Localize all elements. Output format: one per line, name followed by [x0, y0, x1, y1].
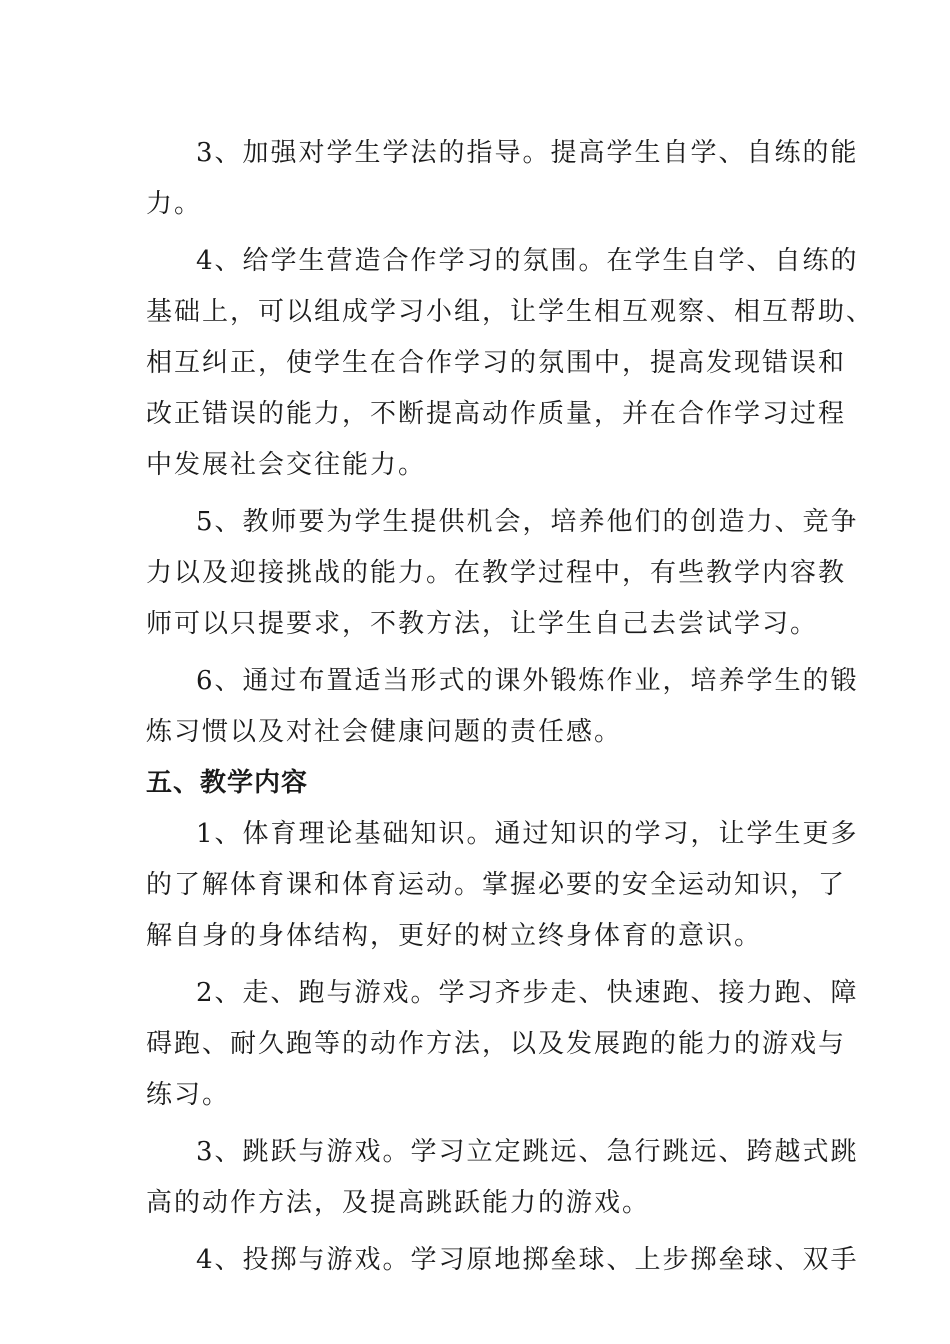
- paragraph-line: 3、加强对学生学法的指导。提高学生自学、自练的能: [196, 138, 859, 168]
- paragraph-line: 改正错误的能力，不断提高动作质量，并在合作学习过程: [146, 399, 847, 429]
- paragraph-line: 力。: [146, 189, 203, 219]
- paragraph-line: 相互纠正，使学生在合作学习的氛围中，提高发现错误和: [146, 348, 847, 378]
- paragraph-line: 力以及迎接挑战的能力。在教学过程中，有些教学内容教: [146, 558, 847, 588]
- section-heading: 五、教学内容: [146, 768, 309, 798]
- paragraph-line: 5、教师要为学生提供机会，培养他们的创造力、竞争: [196, 507, 859, 537]
- paragraph-line: 6、通过布置适当形式的课外锻炼作业，培养学生的锻: [196, 666, 859, 696]
- document-page: [146, 128, 875, 1286]
- paragraph-line: 3、跳跃与游戏。学习立定跳远、急行跳远、跨越式跳: [196, 1137, 859, 1167]
- paragraph-line: 炼习惯以及对社会健康问题的责任感。: [146, 717, 623, 747]
- paragraph-line: 师可以只提要求，不教方法，让学生自己去尝试学习。: [146, 609, 819, 639]
- paragraph-line: 基础上，可以组成学习小组，让学生相互观察、相互帮助、: [146, 297, 875, 327]
- paragraph-line: 解自身的身体结构，更好的树立终身体育的意识。: [146, 921, 763, 951]
- paragraph-line: 碍跑、耐久跑等的动作方法，以及发展跑的能力的游戏与: [146, 1029, 847, 1059]
- paragraph-line: 4、给学生营造合作学习的氛围。在学生自学、自练的: [196, 246, 859, 276]
- paragraph-line: 高的动作方法，及提高跳跃能力的游戏。: [146, 1188, 651, 1218]
- paragraph-line: 的了解体育课和体育运动。掌握必要的安全运动知识，了: [146, 870, 847, 900]
- paragraph-line: 中发展社会交往能力。: [146, 450, 427, 480]
- paragraph-line: 练习。: [146, 1080, 231, 1110]
- paragraph-line: 4、投掷与游戏。学习原地掷垒球、上步掷垒球、双手: [196, 1245, 859, 1275]
- paragraph-line: 1、体育理论基础知识。通过知识的学习，让学生更多: [196, 819, 859, 849]
- paragraph-line: 2、走、跑与游戏。学习齐步走、快速跑、接力跑、障: [196, 978, 859, 1008]
